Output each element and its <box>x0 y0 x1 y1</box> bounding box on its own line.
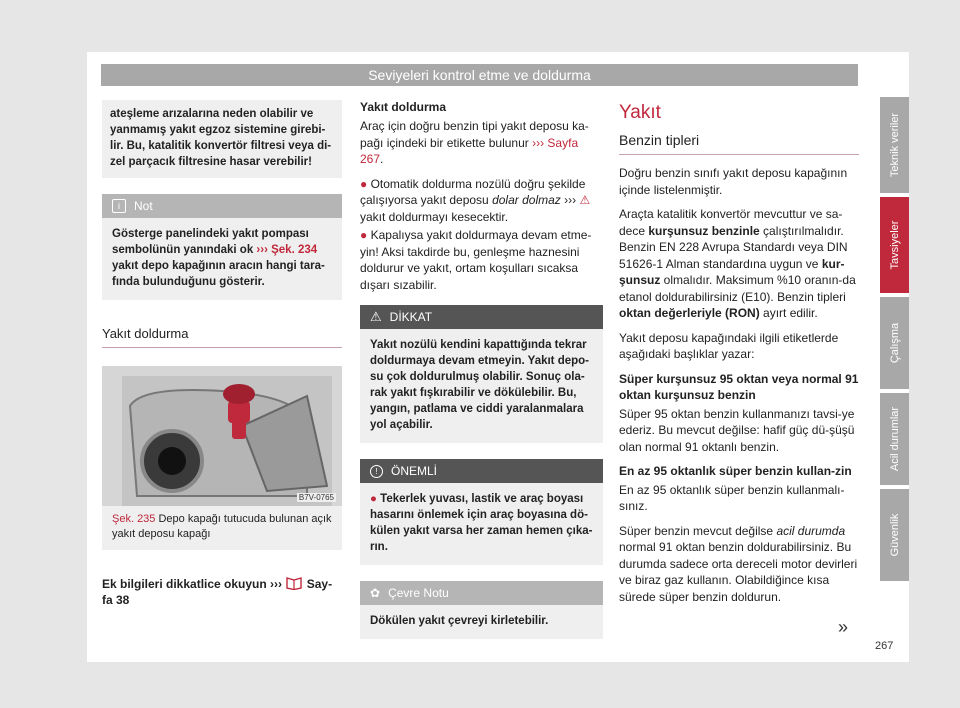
info-icon: i <box>112 199 126 213</box>
tab-label: Teknik veriler <box>888 112 901 178</box>
note-header <box>102 194 342 218</box>
bullet2-text: Kapalıysa yakıt doldurmaya devam etme-yin! Aksi takdirde bu, genleşme haznesini doldurur ve yakıt, ortam koşulları sıcaksa dışarı sızabilir. <box>360 228 592 292</box>
bullet-icon: ● <box>360 228 371 242</box>
refuel-intro <box>360 118 603 168</box>
paragraph: Doğru benzin sınıfı yakıt deposu kapağının içinde listelenmiştir. <box>619 166 848 197</box>
note-text: Gösterge panelindeki yakıt pompası sembolünün yanındaki ok <box>112 228 309 256</box>
bullet1-text-end: yakıt doldurmayı kesecektir. <box>360 209 509 224</box>
refuel-intro-text: Araç için doğru benzin tipi yakıt deposu ka-pağı içindeki bir etikette bulunur <box>360 119 589 150</box>
environment-box <box>360 581 603 639</box>
caution-box <box>360 305 603 443</box>
warning-continued-text: ateşleme arızalarına neden olabilir ve yanmamış yakıt egzoz sistemine girebi-lir. Bu, katalitik konvertör filtresi veya di-zel parçacık filtresine hasar verebilir! <box>110 108 332 168</box>
bullet-item <box>360 176 603 226</box>
book-icon <box>285 577 303 590</box>
column-right <box>619 100 859 613</box>
extra-info-line <box>102 576 342 608</box>
page-number: 267 <box>875 640 894 652</box>
warning-triangle-icon[interactable]: ⚠ <box>579 193 591 207</box>
tab-calisma[interactable] <box>880 297 909 389</box>
tab-label: Tavsiyeler <box>888 220 901 270</box>
bullet-icon: ● <box>370 493 381 505</box>
tab-teknik-veriler[interactable] <box>880 97 909 193</box>
note-text-end: yakıt depo kapağının aracın hangi tara-fında bulunduğunu gösterir. <box>112 260 325 288</box>
environment-title: Çevre Notu <box>388 586 449 600</box>
fuel-cap-figure <box>102 366 342 506</box>
paragraph: Yakıt deposu kapağındaki ilgili etiketlerde aşağıdaki başlıklar yazar: <box>619 330 839 361</box>
note-title: Not <box>134 199 153 213</box>
figure-label: Şek. 235 <box>112 513 156 525</box>
figure-caption-text: Depo kapağı tutucuda bulunan açık yakıt deposu kapağı <box>112 513 332 540</box>
continue-arrow-icon: » <box>838 617 849 637</box>
extra-info-text: Ek bilgileri dikkatlice okuyun ››› <box>102 577 283 591</box>
p6-italic: acil durumda <box>776 523 846 538</box>
bold-heading: En az 95 oktanlık süper benzin kullan-zin <box>619 464 852 478</box>
environment-header <box>360 581 603 605</box>
p2-text-e: ayırt edilir. <box>759 306 818 320</box>
important-header <box>360 459 603 483</box>
p2-bold-1: kurşunsuz benzinle <box>648 223 760 238</box>
important-text: Tekerlek yuvası, lastik ve araç boyası hasarını önlemek için araç boyasına dö-külen yakıt varsa her zaman hemen çıka-rın. <box>370 493 593 553</box>
p2-text-d: olmalıdır. Maksimum %10 oranın-da etanol doldurabilirsiniz (E10). Benzin tipleri <box>619 273 856 304</box>
p2-bold-3: oktan değerleriyle (RON) <box>619 306 760 320</box>
p2-text-c: çalıştırılmalıdır. Benzin EN 228 Avrupa Standardı veya DIN 51626-1 Alman standardına uygun ve <box>619 223 848 271</box>
important-body <box>360 483 603 565</box>
p6-text-a: Süper benzin mevcut değilse <box>619 523 777 538</box>
figure-caption <box>102 506 342 550</box>
caution-title: DİKKAT <box>389 310 433 324</box>
warning-continued-box <box>102 100 342 178</box>
flower-icon: ✿ <box>370 586 381 600</box>
bold-heading: Süper kurşunsuz 95 oktan veya normal 91 oktan kurşunsuz benzin <box>619 371 859 402</box>
note-body <box>102 218 342 300</box>
note-figure-link[interactable]: ››› Şek. 234 <box>256 244 318 256</box>
bullet-item <box>360 227 603 293</box>
tab-label: Acil durumlar <box>888 406 901 472</box>
tab-acil-durumlar[interactable] <box>880 393 909 485</box>
note-box <box>102 194 342 300</box>
refuel-intro-end: . <box>380 152 384 166</box>
tab-label: Çalışma <box>888 322 901 364</box>
section-title-refuel: Yakıt doldurma <box>102 326 342 348</box>
fuel-cap-illustration <box>102 366 342 506</box>
tab-guvenlik[interactable] <box>880 489 909 581</box>
tab-tavsiyeler[interactable] <box>880 197 909 293</box>
warning-triangle-icon: ⚠ <box>370 309 382 324</box>
column-middle <box>360 100 603 639</box>
caution-header <box>360 305 603 329</box>
important-box <box>360 459 603 565</box>
extra-info-page-link[interactable]: Say-fa 38 <box>102 577 333 607</box>
refuel-heading: Yakıt doldurma <box>360 100 447 114</box>
environment-body: Dökülen yakıt çevreyi kirletebilir. <box>370 615 549 627</box>
p6-text-b: normal 91 oktan benzin doldurabilirsiniz. Bu durumda sadece orta dereceli motor devirleri ve biraz gaz kullanın. Olabildiğince kısa sürede süper benzin doldurun. <box>619 540 858 604</box>
bullet1-text: Otomatik doldurma nozülü doğru şekilde çalışıyorsa yakıt deposu <box>360 176 586 207</box>
paragraph: En az 95 oktanlık süper benzin kullanmalı-sınız. <box>619 482 845 513</box>
p2-text-a: Araçta katalitik konvertör mevcuttur ve sa-dece <box>619 207 843 238</box>
refuel-intro-link[interactable]: ››› Sayfa 267 <box>360 135 579 166</box>
paragraph <box>619 206 859 322</box>
bullet-icon: ● <box>360 176 371 191</box>
column-left <box>102 100 342 608</box>
figure-code: B7V-0765 <box>298 493 334 502</box>
page-header: Seviyeleri kontrol etme ve doldurma <box>101 64 858 86</box>
p2-bold-2: kur-şunsuz <box>619 256 845 287</box>
bullet1-italic: dolar dolmaz <box>492 193 561 207</box>
paragraph <box>619 523 859 606</box>
bullet1-arrow: ››› <box>560 193 580 207</box>
tab-label: Güvenlik <box>888 513 901 557</box>
paragraph: Süper 95 oktan benzin kullanmanızı tavsi-ye ederiz. Bu mevcut değilse: hafif güç dü-şüşü olan normal 91 oktanlı benzin. <box>619 406 855 454</box>
caution-body: Yakıt nozülü kendini kapattığında tekrar doldurmaya devam etmeyin. Yakıt depo-su çok doldurulmuş olabilir. Sonuç ola-rak yakıt fışkırabilir ve dökülebilir. Bu, yangın, patlama ve ciddi yaralanmalara yol açabilir. <box>370 339 589 431</box>
subsection-title: Benzin tipleri <box>619 132 859 155</box>
important-title: ÖNEMLİ <box>391 464 438 478</box>
chapter-title: Yakıt <box>619 102 661 123</box>
exclamation-circle-icon: ! <box>370 465 383 478</box>
